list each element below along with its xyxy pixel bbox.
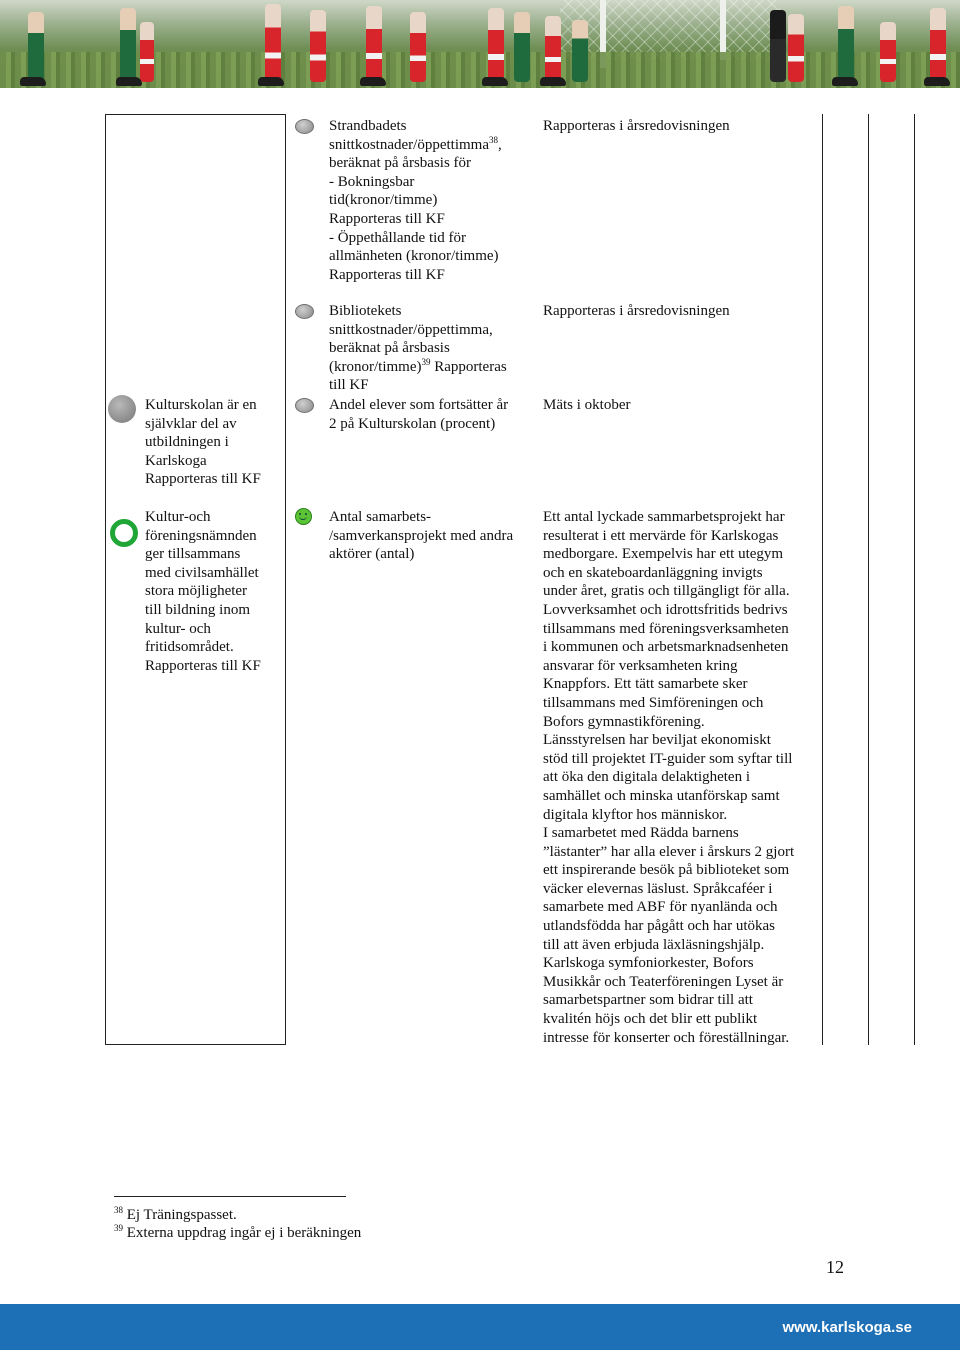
text-line: kvalitén höjs och det blir ett publikt — [543, 1011, 758, 1028]
text-line: ger tillsammans — [145, 546, 241, 563]
player-leg — [140, 22, 154, 82]
boot — [360, 77, 386, 86]
text-line: Mäts i oktober — [543, 397, 631, 413]
table-column-divider — [822, 114, 823, 1045]
footnote-number: 39 — [114, 1223, 123, 1233]
text-line: samarbete med ABF för nyanlända och — [543, 899, 778, 916]
text-line: Andel elever som fortsätter år — [329, 397, 509, 413]
text-line: stöd till projektet IT-guider som syftar till — [543, 750, 793, 767]
green-smiley-icon — [295, 508, 312, 525]
row4-result — [543, 508, 794, 1047]
player-leg — [28, 12, 44, 82]
text-line: - Bokningsbar — [329, 173, 415, 190]
text-line: Bibliotekets — [329, 303, 402, 319]
text-line: tid(kronor/timme) — [329, 192, 438, 209]
text-line: Rapporteras till KF — [145, 657, 261, 674]
row3-measure — [329, 396, 508, 433]
gray-circle-icon — [295, 304, 314, 319]
player-leg — [930, 8, 946, 82]
boot — [116, 77, 142, 86]
gray-circle-icon — [108, 395, 136, 423]
text-line: utlandsfödda har pågått och har utökas — [543, 918, 776, 935]
text-line: självklar del av — [145, 415, 237, 432]
footnote-text: Ej Träningspasset. — [126, 1207, 237, 1223]
boot — [924, 77, 950, 86]
text-line: Kulturskolan är en — [145, 397, 257, 413]
text-line: Kultur-och — [145, 509, 211, 525]
boot — [258, 77, 284, 86]
text-line: samarbetspartner som bidrar till att — [543, 992, 753, 1009]
text-line: snittkostnader/öppettimma$^{38}$, — [329, 134, 502, 153]
text-line: - Öppethållande tid för — [329, 229, 467, 246]
boot — [540, 77, 566, 86]
text-line: ansvarar för verksamheten kring — [543, 657, 738, 674]
text-line: till att även erbjuda läxläsningshjälp. — [543, 936, 765, 953]
goal-net — [560, 0, 780, 60]
text-line: och en skateboardanläggning invigts — [543, 564, 763, 581]
table-column-divider — [285, 114, 286, 1045]
row2-result — [543, 302, 730, 321]
text-line: tillsammans med Simföreningen och — [543, 694, 764, 711]
player-leg — [880, 22, 896, 82]
player-leg — [120, 8, 136, 82]
text-line: Karlskoga symfoniorkester, Bofors — [543, 955, 754, 972]
player-leg — [788, 14, 804, 82]
table-border-left — [105, 114, 106, 1045]
player-leg — [310, 10, 326, 82]
text-line: samhället och minska utanförskap samt — [543, 787, 780, 804]
text-line: Rapporteras till KF — [145, 471, 261, 488]
table-column-divider — [914, 114, 915, 1045]
row1-measure — [329, 117, 502, 284]
text-line: Karlskoga — [145, 452, 207, 469]
text-line: Rapporteras i årsredovisningen — [543, 303, 730, 319]
player-leg — [770, 10, 786, 82]
goal-post — [720, 0, 726, 60]
text-line: Ett antal lyckade sammarbetsprojekt har — [543, 509, 785, 525]
player-leg — [410, 12, 426, 82]
player-leg — [545, 16, 561, 82]
text-line: Rapporteras i årsredovisningen — [543, 118, 730, 134]
text-line: Musikkår och Teaterföreningen Lyset är — [543, 973, 784, 990]
text-line: i kommunen och arbetsmarknadsenheten — [543, 639, 789, 656]
player-leg — [514, 12, 530, 82]
footer-url-link[interactable]: www.karlskoga.se — [782, 1319, 912, 1336]
boot — [482, 77, 508, 86]
text-line: ”lästanter” har alla elever i årskurs 2 gjort — [543, 843, 795, 860]
row3-goal — [145, 396, 261, 489]
text-line: Bofors gymnastikförening. — [543, 713, 705, 730]
text-line: I samarbetet med Rädda barnens — [543, 825, 739, 842]
boot — [832, 77, 858, 86]
text-line: att öka den digitala delaktigheten i — [543, 769, 751, 786]
text-line: Strandbadets — [329, 118, 407, 134]
row1-result — [543, 117, 730, 136]
row2-measure — [329, 302, 507, 395]
text-line: till KF — [329, 377, 369, 394]
text-line: med civilsamhället — [145, 564, 259, 581]
text-line: ett inspirerande besök på biblioteket som — [543, 862, 790, 879]
row4-measure — [329, 508, 513, 564]
text-line: föreningsnämnden — [145, 527, 257, 544]
text-line: resulterat i ett mervärde för Karlskogas — [543, 527, 779, 544]
text-line: Knappfors. Ett tätt samarbete sker — [543, 676, 748, 693]
gray-circle-icon — [295, 119, 314, 134]
green-ring-icon — [110, 519, 138, 547]
row4-goal — [145, 508, 261, 675]
table-border-top — [105, 114, 286, 115]
text-line: (kronor/timme)$^{39}$ Rapporteras — [329, 356, 507, 375]
text-line: till bildning inom — [145, 601, 251, 618]
player-leg — [572, 20, 588, 82]
footnote-reference[interactable]: 38 — [488, 134, 498, 145]
text-line: medborgare. Exempelvis har ett utegym — [543, 546, 784, 563]
text-line: beräknat på årsbasis för — [329, 155, 472, 172]
page-number: 12 — [826, 1257, 844, 1277]
text-line: Rapporteras till KF — [329, 266, 445, 283]
player-leg — [488, 8, 504, 82]
text-line: stora möjligheter — [145, 583, 248, 600]
table-column-divider — [868, 114, 869, 1045]
text-line: snittkostnader/öppettimma, — [329, 321, 493, 338]
header-photo-banner — [0, 0, 960, 88]
text-line: 2 på Kulturskolan (procent) — [329, 415, 496, 432]
text-line: Länsstyrelsen har beviljat ekonomiskt — [543, 732, 771, 749]
text-line: tillsammans med föreningsverksamheten — [543, 620, 789, 637]
footnote-separator — [114, 1196, 346, 1197]
text-line: Lovverksamhet och idrottsfritids bedrivs — [543, 601, 788, 618]
player-leg — [265, 4, 281, 82]
text-line: utbildningen i — [145, 434, 229, 451]
boot — [20, 77, 46, 86]
footnote-text: Externa uppdrag ingår ej i beräkningen — [126, 1225, 362, 1241]
footer-bar — [0, 1304, 960, 1350]
player-leg — [366, 6, 382, 82]
text-line: under året, gratis och tillgängligt för alla. — [543, 583, 790, 600]
text-line: fritidsområdet. — [145, 639, 234, 656]
text-line: beräknat på årsbasis — [329, 340, 450, 357]
gray-circle-icon — [295, 398, 314, 413]
table-border-bottom — [105, 1044, 286, 1045]
text-line: väcker elevernas läslust. Språkcaféer i — [543, 880, 773, 897]
text-line: kultur- och — [145, 620, 211, 637]
row3-result — [543, 396, 631, 415]
footnote-number: 38 — [114, 1205, 123, 1215]
footnote — [114, 1224, 361, 1242]
player-leg — [838, 6, 854, 82]
text-line: digitala klyftor hos människor. — [543, 806, 728, 823]
text-line: allmänheten (kronor/timme) — [329, 248, 499, 265]
footnote — [114, 1206, 237, 1224]
text-line: aktörer (antal) — [329, 546, 415, 563]
text-line: /samverkansprojekt med andra — [329, 527, 514, 544]
text-line: Antal samarbets- — [329, 509, 432, 525]
footnote-reference[interactable]: 39 — [421, 356, 431, 367]
text-line: Rapporteras till KF — [329, 210, 445, 227]
text-line: intresse för konserter och föreställningar. — [543, 1029, 790, 1046]
